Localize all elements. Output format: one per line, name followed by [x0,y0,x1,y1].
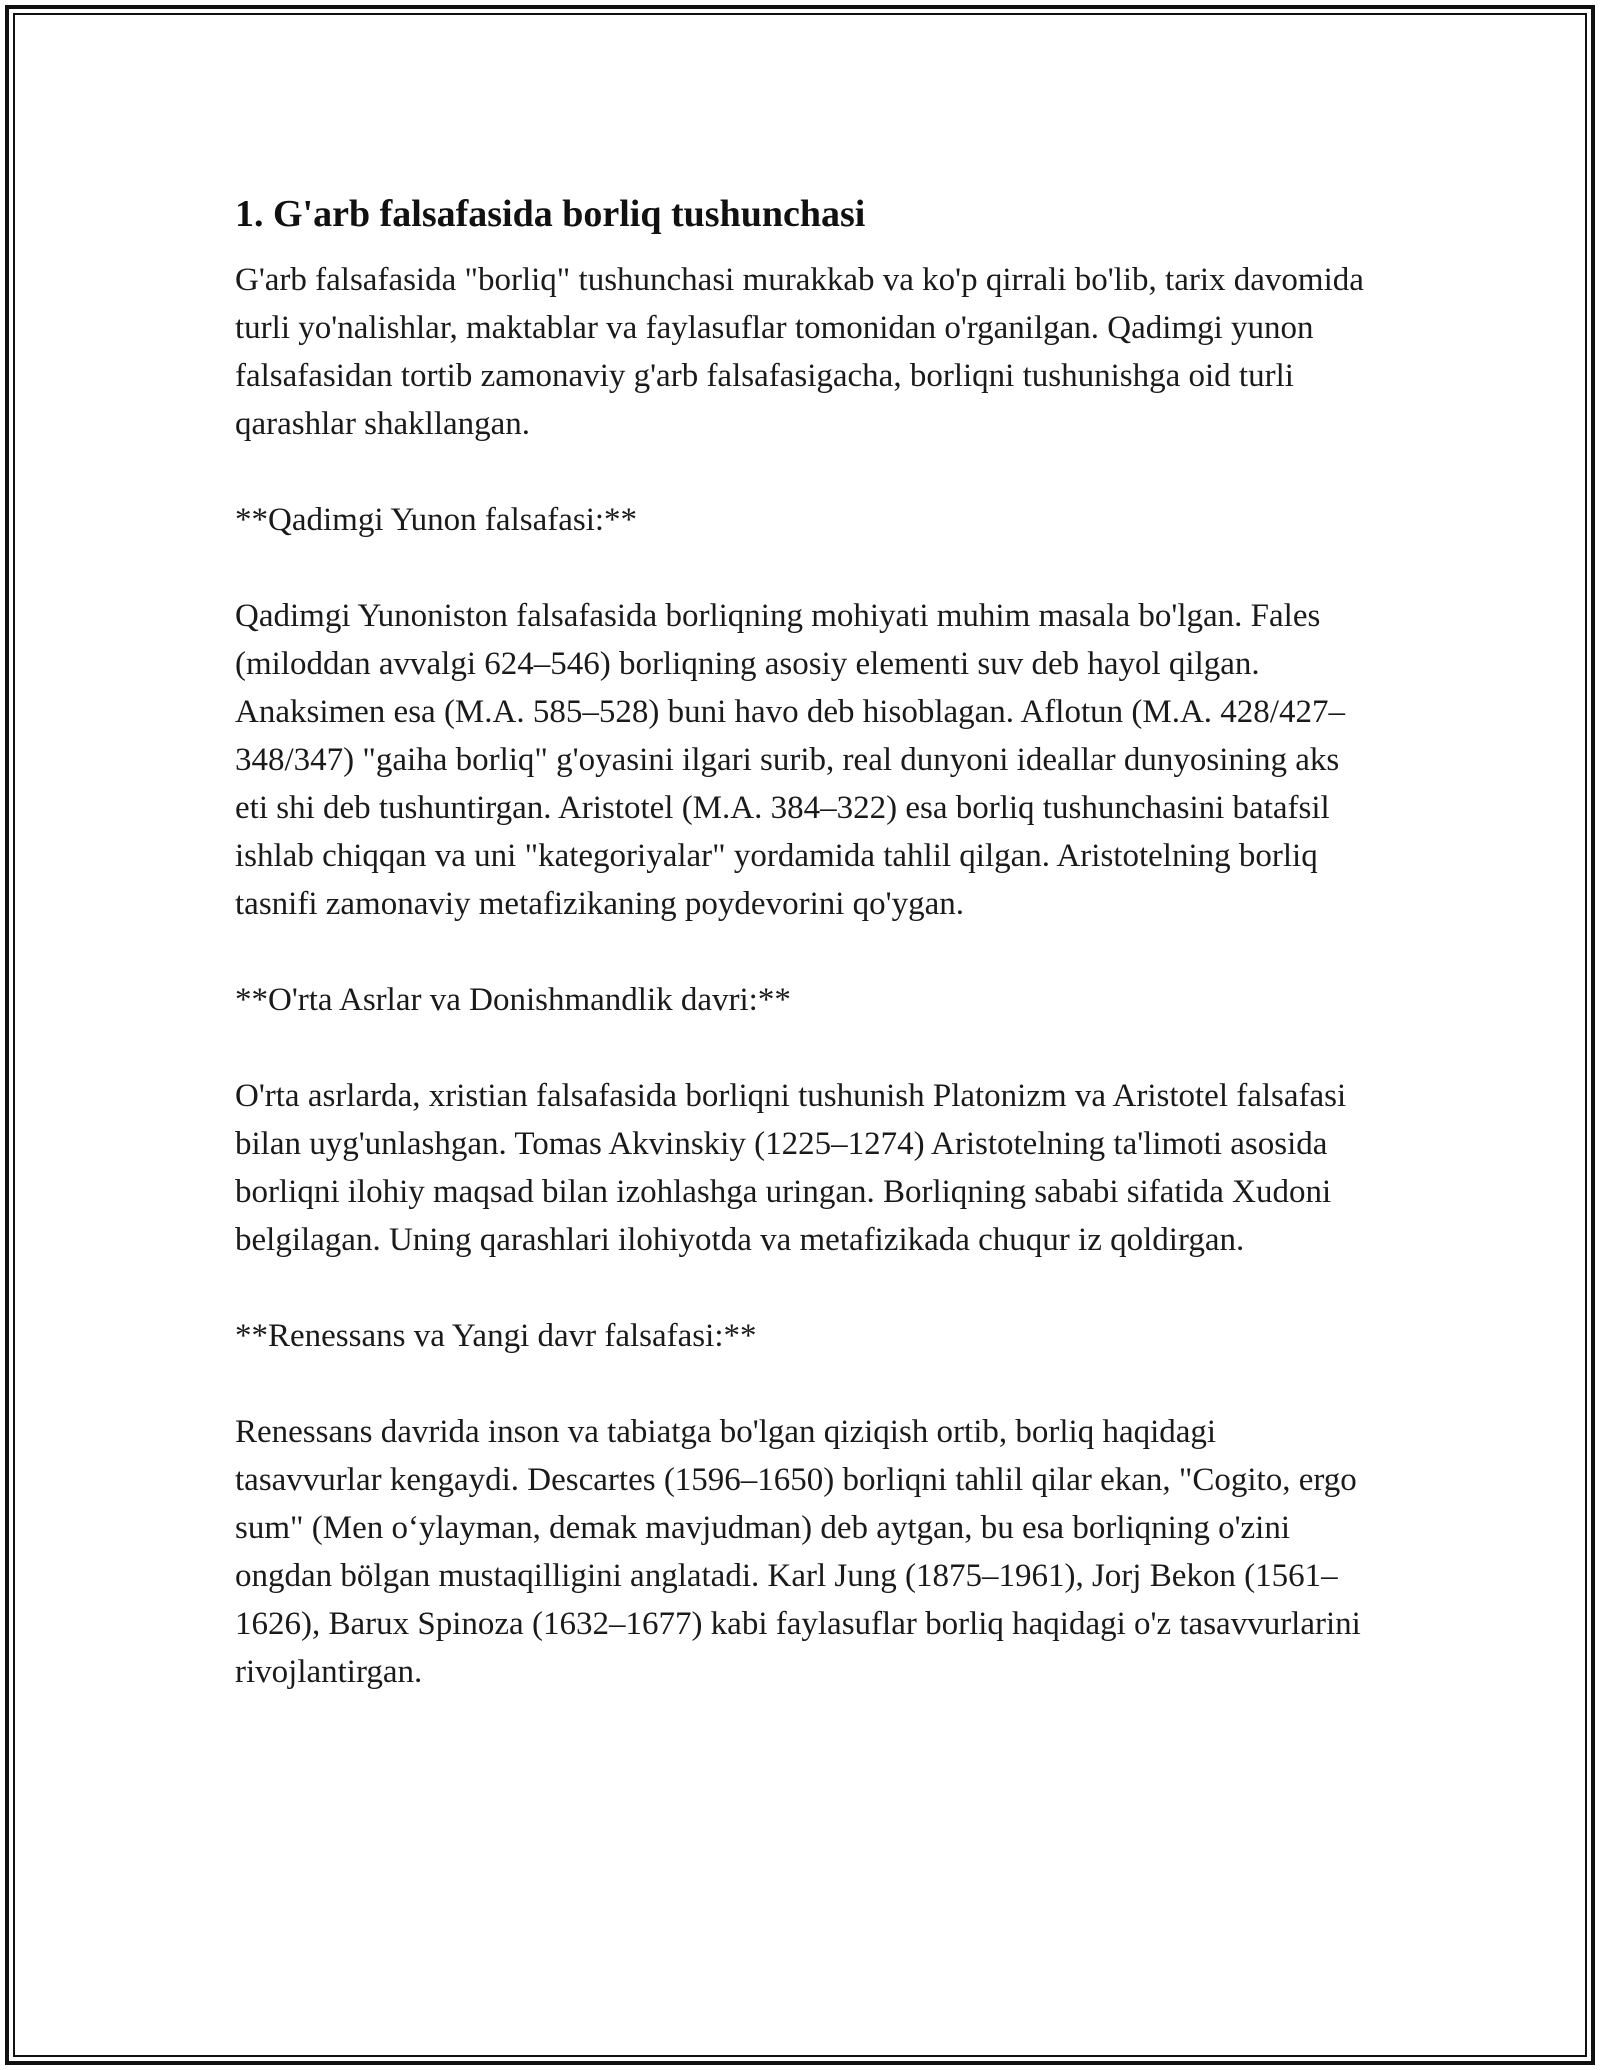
intro-paragraph: G'arb falsafasida "borliq" tushunchasi murakkab va ko'p qirrali bo'lib, tarix davomida turli yo'nalishlar, maktablar va faylasuflar tomonidan o'rganilgan. Qadimgi yunon falsafasidan tortib zamonaviy g'arb falsafasigacha, borliqni tushunishga oid turli qarashlar shakllangan. [235,262,1364,442]
section-text-middle-ages: O'rta asrlarda, xristian falsafasida borliqni tushunish Platonizm va Aristotel falsafasi bilan uyg'unlashgan. Tomas Akvinskiy (1225–1274) Aristotelning ta'limoti asosida borliqni ilohiy maqsad bilan izohlashga uringan. Borliqning sababi sifatida Xudoni belgilagan. Uning qarashlari ilohiyotda va metafizikada chuqur iz qoldirgan. [235,1078,1347,1258]
section-text-renaissance: Renessans davrida inson va tabiatga bo'lgan qiziqish ortib, borliq haqidagi tasavvurlar kengaydi. Descartes (1596–1650) borliqni tahlil qilar ekan, "Cogito, ergo sum" (Men o‘ylayman, demak mavjudman) deb aytgan, bu esa borliqning o'zini ongdan bölgan mustaqilligini anglatadi. Karl Jung (1875–1961), Jorj Bekon (1561–1626), Barux Spinoza (1632–1677) kabi faylasuflar borliq haqidagi o'z tasavvurlarini rivojlantirgan. [235,1414,1361,1690]
section-heading-ancient-greek: **Qadimgi Yunon falsafasi:** [235,502,638,538]
section-text-ancient-greek: Qadimgi Yunoniston falsafasida borliqning mohiyati muhim masala bo'lgan. Fales (miloddan avvalgi 624–546) borliqning asosiy elementi suv deb hayol qilgan. Anaksimen esa (M.A. 585–528) buni havo deb hisoblagan. Aflotun (M.A. 428/427–348/347) "gaiha borliq" g'oyasini ilgari surib, real dunyoni ideallar dunyosining aks eti shi deb tushuntirgan. Aristotel (M.A. 384–322) esa borliq tushunchasini batafsil ishlab chiqqan va uni "kategoriyalar" yordamida tahlil qilgan. Aristotelning borliq tasnifi zamonaviy metafizikaning poydevorini qo'ygan. [235,598,1345,922]
document-title: 1. G'arb falsafasida borliq tushunchasi [235,193,866,235]
section-heading-renaissance: **Renessans va Yangi davr falsafasi:** [235,1318,757,1354]
section-heading-middle-ages: **O'rta Asrlar va Donishmandlik davri:** [235,982,791,1018]
document-body [235,186,1365,1696]
